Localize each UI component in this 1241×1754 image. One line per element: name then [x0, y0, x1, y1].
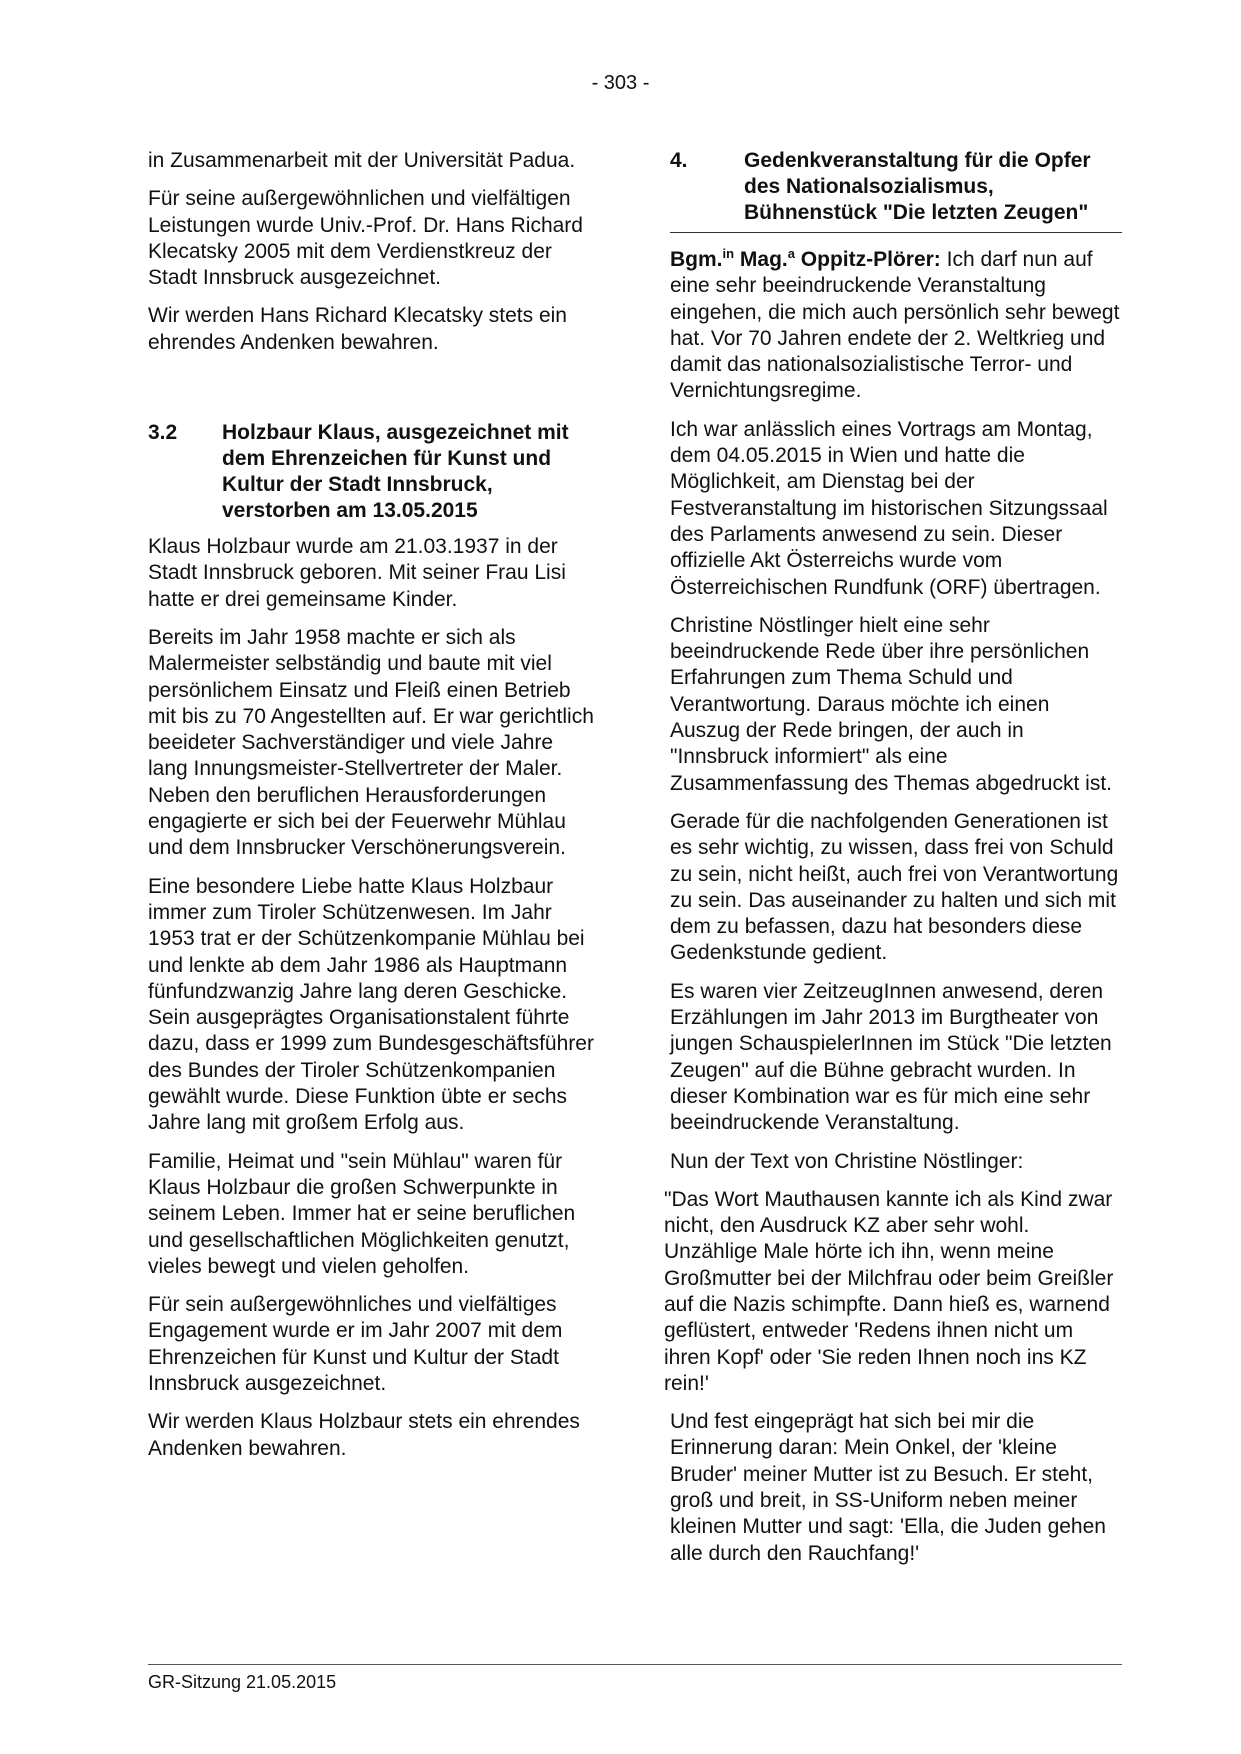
paragraph: Gerade für die nachfolgenden Generationen ist es sehr wichtig, zu wissen, dass frei von Schuld zu sein, nicht heißt, auch frei von Verantwortung zu sein. Das auseinander zu halten und sich mit dem zu befassen, dazu hat besonders diese Gedenkstunde gedient. [670, 809, 1119, 965]
paragraph: Wir werden Klaus Holzbaur stets ein ehrendes Andenken bewahren. [148, 1410, 580, 1460]
paragraph: Es waren vier ZeitzeugInnen anwesend, deren Erzählungen im Jahr 2013 im Burgtheater von jungen SchauspielerInnen im Stück "Die letzten Zeugen" auf die Bühne gebracht wurden. In dieser Kombination war es für mich eine sehr beeindruckende Veranstaltung. [670, 979, 1112, 1135]
footer-divider [148, 1664, 1122, 1665]
page-number: - 303 - [591, 72, 650, 94]
section-heading-3-2 [148, 420, 596, 524]
paragraph: Christine Nöstlinger hielt eine sehr beeindruckende Rede über ihre persönlichen Erfahrungen zum Thema Schuld und Verantwortung. Daraus möchte ich einen Auszug der Rede bringen, der auch in "Innsbruck informiert" als eine Zusammenfassung des Themas abgedruckt ist. [670, 613, 1112, 795]
paragraph: Bereits im Jahr 1958 machte er sich als Malermeister selbständig und baute mit viel persönlichem Einsatz und Fleiß einen Betrieb mit bis zu 70 Angestellten auf. Er war gerichtlich beeideter Sachverständiger und viele Jahre lang Innungsmeister-Stellvertreter der Maler. Neben den beruflichen Herausforderungen engagierte er sich bei der Feuerwehr Mühlau und dem Innsbrucker Verschönerungsverein. [148, 625, 594, 860]
footer: GR-Sitzung 21.05.2015 [148, 1672, 337, 1692]
paragraph: Eine besondere Liebe hatte Klaus Holzbaur immer zum Tiroler Schützenwesen. Im Jahr 1953 trat er der Schützenkompanie Mühlau bei und lenkte ab dem Jahr 1986 als Hauptmann fünfundzwanzig Jahre lang deren Geschicke. Sein ausgeprägtes Organisationstalent führte dazu, dass er 1999 zum Bundesgeschäftsführer des Bundes der Tiroler Schützenkompanien gewählt wurde. Diese Funktion übte er sechs Jahre lang mit großem Erfolg aus. [148, 874, 594, 1135]
paragraph: Nun der Text von Christine Nöstlinger: [670, 1149, 1024, 1173]
speaker-name: Bgm.$^{in}$ Mag.$^a$ Oppitz-Plörer: [670, 246, 941, 271]
section-title: Holzbaur Klaus, ausgezeichnet mit dem Ehrenzeichen für Kunst und Kultur der Stadt Innsbruck, verstorben am 13.05.2015 [222, 421, 569, 523]
paragraph: Klaus Holzbaur wurde am 21.03.1937 in der Stadt Innsbruck geboren. Mit seiner Frau Lisi hatte er drei gemeinsame Kinder. [148, 535, 566, 611]
section-number: 4. [670, 149, 688, 172]
right-column [664, 148, 1122, 1579]
paragraph: Für sein außergewöhnliches und vielfältiges Engagement wurde er im Jahr 2007 mit dem Ehrenzeichen für Kunst und Kultur der Stadt Innsbruck ausgezeichnet. [148, 1293, 563, 1395]
paragraph: Für seine außergewöhnlichen und vielfältigen Leistungen wurde Univ.-Prof. Dr. Hans Richard Klecatsky 2005 mit dem Verdienstkreuz der Stadt Innsbruck ausgezeichnet. [148, 187, 583, 290]
paragraph: Ich war anlässlich eines Vortrags am Montag, dem 04.05.2015 in Wien und hatte die Möglichkeit, am Dienstag bei der Festveranstaltung im historischen Sitzungssaal des Parlaments anwesend zu sein. Dieser offizielle Akt Österreichs wurde vom Österreichischen Rundfunk (ORF) übertragen. [670, 417, 1108, 599]
section-heading-4 [670, 148, 1122, 233]
speaker-paragraph [670, 247, 1122, 405]
section-title: Gedenkveranstaltung für die Opfer des Nationalsozialismus, Bühnenstück "Die letzten Zeugen" [744, 149, 1091, 224]
speaker-text: Ich darf nun auf eine sehr beeindruckende Veranstaltung eingehen, die mich auch persönlich sehr bewegt hat. Vor 70 Jahren endete der 2. Weltkrieg und damit das nationalsozialistische Terror- und Vernichtungsregime. [670, 248, 1120, 403]
paragraph: Wir werden Hans Richard Klecatsky stets ein ehrendes Andenken bewahren. [148, 304, 567, 354]
paragraph: Und fest eingeprägt hat sich bei mir die Erinnerung daran: Mein Onkel, der 'kleine Bruder' meiner Mutter ist zu Besuch. Er steht, groß und breit, in SS-Uniform neben meiner kleinen Mutter und sagt: 'Ella, die Juden gehen alle durch den Rauchfang!' [670, 1410, 1106, 1565]
left-column [148, 148, 596, 1474]
quote: "Das Wort Mauthausen kannte ich als Kind zwar nicht, den Ausdruck KZ aber sehr wohl. Unzählige Male hörte ich ihn, wenn meine Großmutter bei der Milchfrau oder beim Greißler auf die Nazis schimpfte. Dann hieß es, warnend geflüstert, entweder 'Redens ihnen nicht um ihren Kopf' oder 'Sie reden Ihnen noch ins KZ rein!' [664, 1187, 1114, 1395]
section-number: 3.2 [148, 421, 178, 445]
paragraph: in Zusammenarbeit mit der Universität Padua. [148, 149, 576, 172]
paragraph: Familie, Heimat und "sein Mühlau" waren für Klaus Holzbaur die großen Schwerpunkte in seinem Leben. Immer hat er seine beruflichen und gesellschaftlichen Möglichkeiten genutzt, vieles bewegt und vielen geholfen. [148, 1149, 576, 1278]
